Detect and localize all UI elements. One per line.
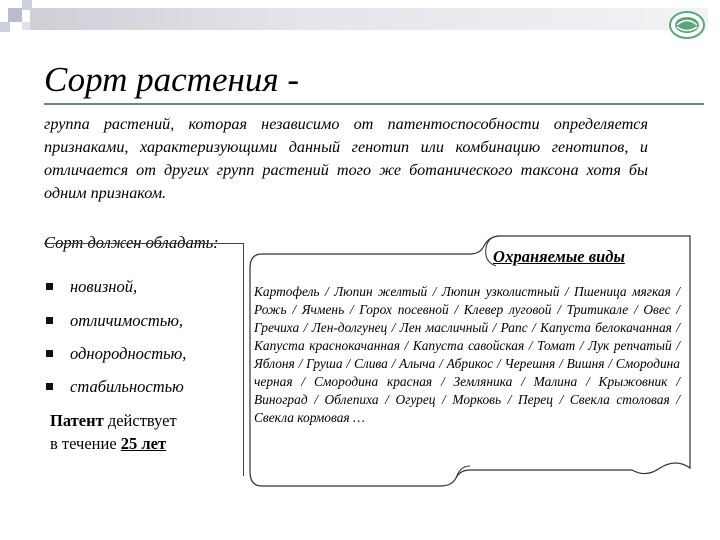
patent-term-note: Патент действует в течение 25 лет [50,411,177,453]
protected-species-heading: Охраняемые виды [493,247,625,266]
slide-title: Сорт растения - [44,60,300,99]
definition-text: группа растений, которая независимо от патентоспособности определяется признаками, характеризующими данный генотип или комбинацию генотипов, и отличается от других групп растений того же ботанического таксона хотя бы одним признаком. [44,115,648,202]
list-item: новизной, [46,277,137,297]
protected-species-list: Картофель / Люпин желтый / Люпин узколистный / Пшеница мягкая / Рожь / Ячмень / Горох посевной / Клевер луговой / Тритикале / Овес / Гречиха / Лен-долгунец / Лен масличный / Рапс / Капуста белокачанная / Капуста краснокачанная / Капуста савойская / Томат / Лук репчатый / Яблоня / Груша / Слива / Алыча / Абрикос / Черешня / Вишня / Смородина черная / Смородина красная / Земляника / Малина / Крыжовник / Виноград / Облепиха / Огурец / Морковь / Перец / Свекла столовая / Свекла кормовая … [254,284,680,425]
list-item: отличимостью, [46,311,183,331]
list-item: однородностью, [46,344,186,364]
must-have-heading: Сорт должен обладать: [44,233,219,252]
list-item: стабильностью [46,377,184,397]
